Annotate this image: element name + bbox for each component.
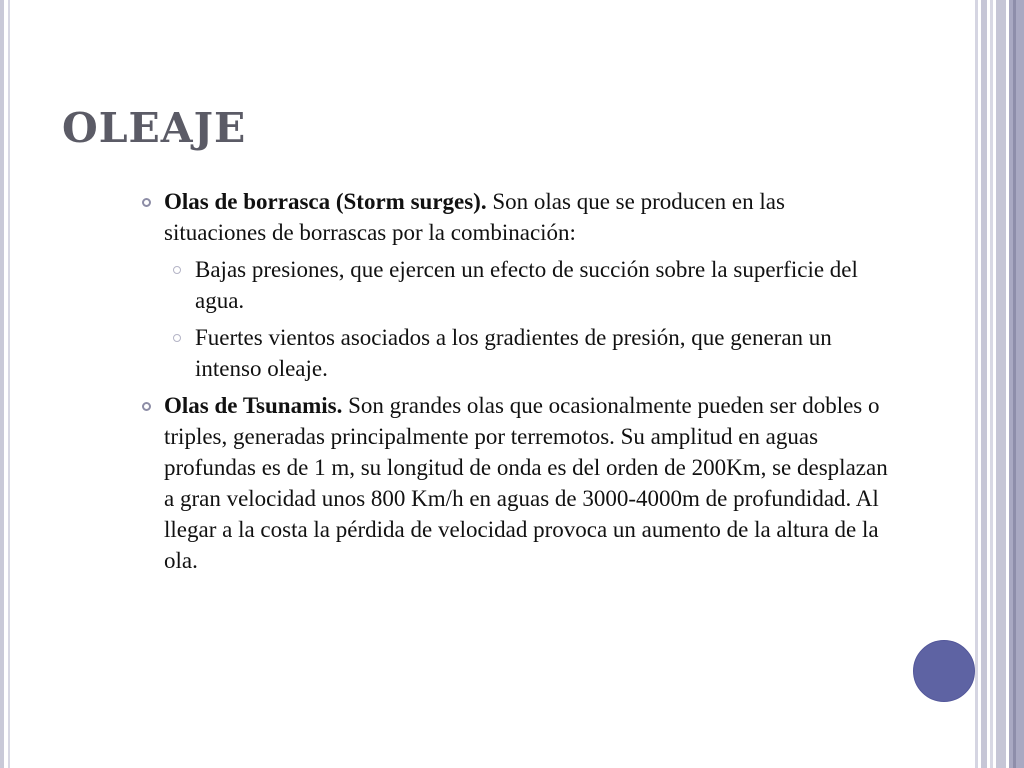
sub-bullet-ring-icon [173, 266, 181, 274]
bullet-lead: Olas de Tsunamis. [164, 393, 343, 418]
bullet-lead: Olas de borrasca (Storm surges). [164, 189, 487, 214]
bullet-storm-surges [140, 186, 890, 248]
sub-bullet-low-pressure [171, 254, 890, 316]
sub-bullet-text: Bajas presiones, que ejercen un efecto de succión sobre la superficie del agua. [195, 257, 858, 313]
right-frame-stripe [975, 0, 978, 768]
right-frame-stripe [981, 0, 987, 768]
sub-bullet-ring-icon [173, 334, 181, 342]
right-frame-stripe [1013, 0, 1016, 768]
right-frame-stripe [990, 0, 993, 768]
right-frame-stripe [1009, 0, 1024, 768]
right-frame-stripe [996, 0, 1006, 768]
bullet-ring-icon [142, 402, 151, 411]
sub-bullet-strong-winds [171, 322, 890, 384]
slide-body [140, 186, 890, 576]
left-frame-line [8, 0, 10, 768]
bullet-ring-icon [142, 198, 151, 207]
bullet-text: Son olas que se producen en las situaciones de borrascas por la combinación: [164, 189, 785, 245]
slide-title: OLEAJE [62, 104, 247, 152]
slide-nav-circle[interactable] [913, 640, 975, 702]
bullet-tsunamis [140, 390, 890, 576]
sub-bullet-text: Fuertes vientos asociados a los gradientes de presión, que generan un intenso oleaje. [195, 325, 832, 381]
left-frame-border [0, 0, 4, 768]
bullet-text: Son grandes olas que ocasionalmente pueden ser dobles o triples, generadas principalmente por terremotos. Su amplitud en aguas profundas es de 1 m, su longitud de onda es del orden de 200Km, se desplazan a gran velocidad unos 800 Km/h en aguas de 3000-4000m de profundidad. Al llegar a la costa la pérdida de velocidad provoca un aumento de la altura de la ola. [164, 393, 888, 573]
